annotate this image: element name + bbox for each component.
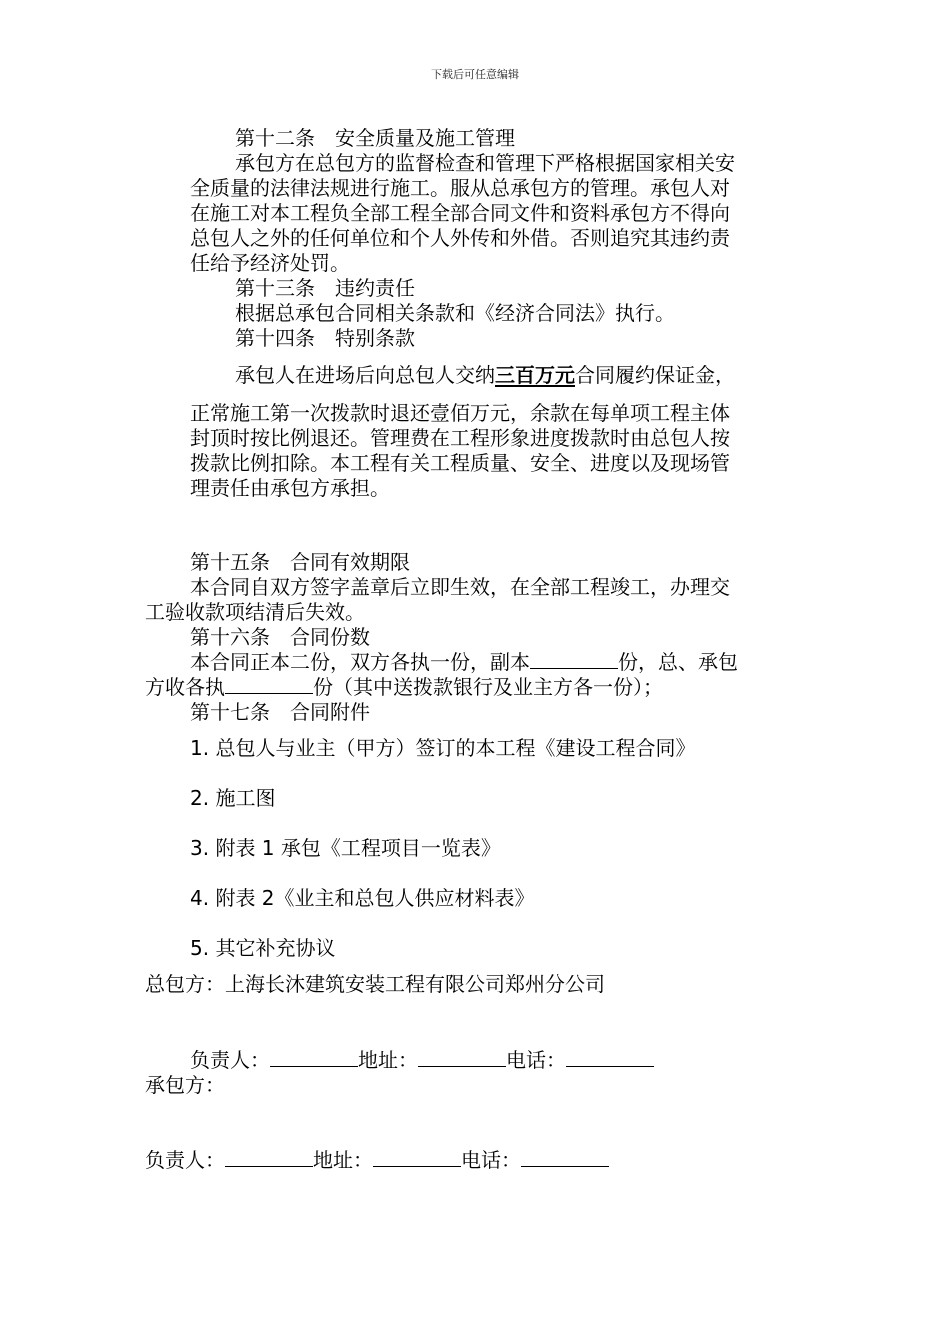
article-16-line-2-b: 份（其中送拨款银行及业主方各一份）； (313, 675, 663, 699)
article-14-line-1-pre: 承包人在进场后向总包人交纳 (235, 363, 495, 387)
responsible-blank-2[interactable] (225, 1148, 313, 1167)
phone-label: 电话： (506, 1048, 566, 1072)
article-12-line-1: 承包方在总包方的监督检查和管理下严格根据国家相关安 (235, 151, 735, 175)
article-14-title: 第十四条 特别条款 (235, 326, 415, 350)
article-13-body: 根据总承包合同相关条款和《经济合同法》执行。 (235, 301, 675, 325)
article-15-line-1: 本合同自双方签字盖章后立即生效，在全部工程竣工，办理交 (190, 575, 730, 599)
address-label: 地址： (358, 1048, 418, 1072)
deposit-amount: 三百万元 (495, 363, 575, 387)
article-16-line-2-a: 方收各执 (145, 675, 225, 699)
phone-blank-2[interactable] (521, 1148, 609, 1167)
article-12-line-2: 全质量的法律法规进行施工。服从总承包方的管理。承包人对 (190, 176, 730, 200)
article-14-line-4: 拨款比例扣除。本工程有关工程质量、安全、进度以及现场管 (190, 451, 730, 475)
article-15-line-2: 工验收款项结清后失效。 (145, 600, 365, 624)
attachment-item-5: 5. 其它补充协议 (190, 936, 336, 960)
article-16-line-1 (190, 650, 738, 674)
article-12-line-4: 总包人之外的任何单位和个人外传和外借。否则追究其违约责 (190, 226, 730, 250)
phone-label-2: 电话： (461, 1148, 521, 1172)
article-14-line-1-post: 合同履约保证金， (575, 363, 735, 387)
copies-blank[interactable] (530, 650, 618, 669)
attachment-item-1: 1. 总包人与业主（甲方）签订的本工程《建设工程合同》 (190, 736, 696, 760)
article-15-title: 第十五条 合同有效期限 (190, 550, 410, 574)
article-16-title: 第十六条 合同份数 (190, 625, 370, 649)
address-blank[interactable] (418, 1048, 506, 1067)
phone-blank[interactable] (566, 1048, 654, 1067)
general-contractor-signature-line (190, 1048, 654, 1072)
article-12-line-3: 在施工对本工程负全部工程全部合同文件和资料承包方不得向 (190, 201, 730, 225)
copies-each-blank[interactable] (225, 675, 313, 694)
responsible-label-2: 负责人： (145, 1148, 225, 1172)
article-12-line-5: 任给予经济处罚。 (190, 251, 350, 275)
address-label-2: 地址： (313, 1148, 373, 1172)
article-14-line-1 (235, 363, 735, 387)
attachment-item-2: 2. 施工图 (190, 786, 276, 810)
attachment-item-4: 4. 附表 2《业主和总包人供应材料表》 (190, 886, 535, 910)
header-note: 下载后可任意编辑 (431, 68, 519, 81)
article-14-line-5: 理责任由承包方承担。 (190, 476, 390, 500)
responsible-label: 负责人： (190, 1048, 270, 1072)
article-17-title: 第十七条 合同附件 (190, 700, 370, 724)
article-13-title: 第十三条 违约责任 (235, 276, 415, 300)
article-16-line-2 (145, 675, 663, 699)
subcontractor-line: 承包方： (145, 1073, 225, 1097)
attachment-item-3: 3. 附表 1 承包《工程项目一览表》 (190, 836, 501, 860)
address-blank-2[interactable] (373, 1148, 461, 1167)
subcontractor-signature-line (145, 1148, 609, 1172)
responsible-blank[interactable] (270, 1048, 358, 1067)
article-14-line-3: 封顶时按比例退还。管理费在工程形象进度拨款时由总包人按 (190, 426, 730, 450)
article-14-line-2: 正常施工第一次拨款时退还壹佰万元，余款在每单项工程主体 (190, 401, 730, 425)
general-contractor-line: 总包方：上海长沐建筑安装工程有限公司郑州分公司 (145, 972, 605, 996)
article-12-title: 第十二条 安全质量及施工管理 (235, 126, 515, 150)
article-16-line-1-a: 本合同正本二份，双方各执一份，副本 (190, 650, 530, 674)
article-16-line-1-b: 份，总、承包 (618, 650, 738, 674)
